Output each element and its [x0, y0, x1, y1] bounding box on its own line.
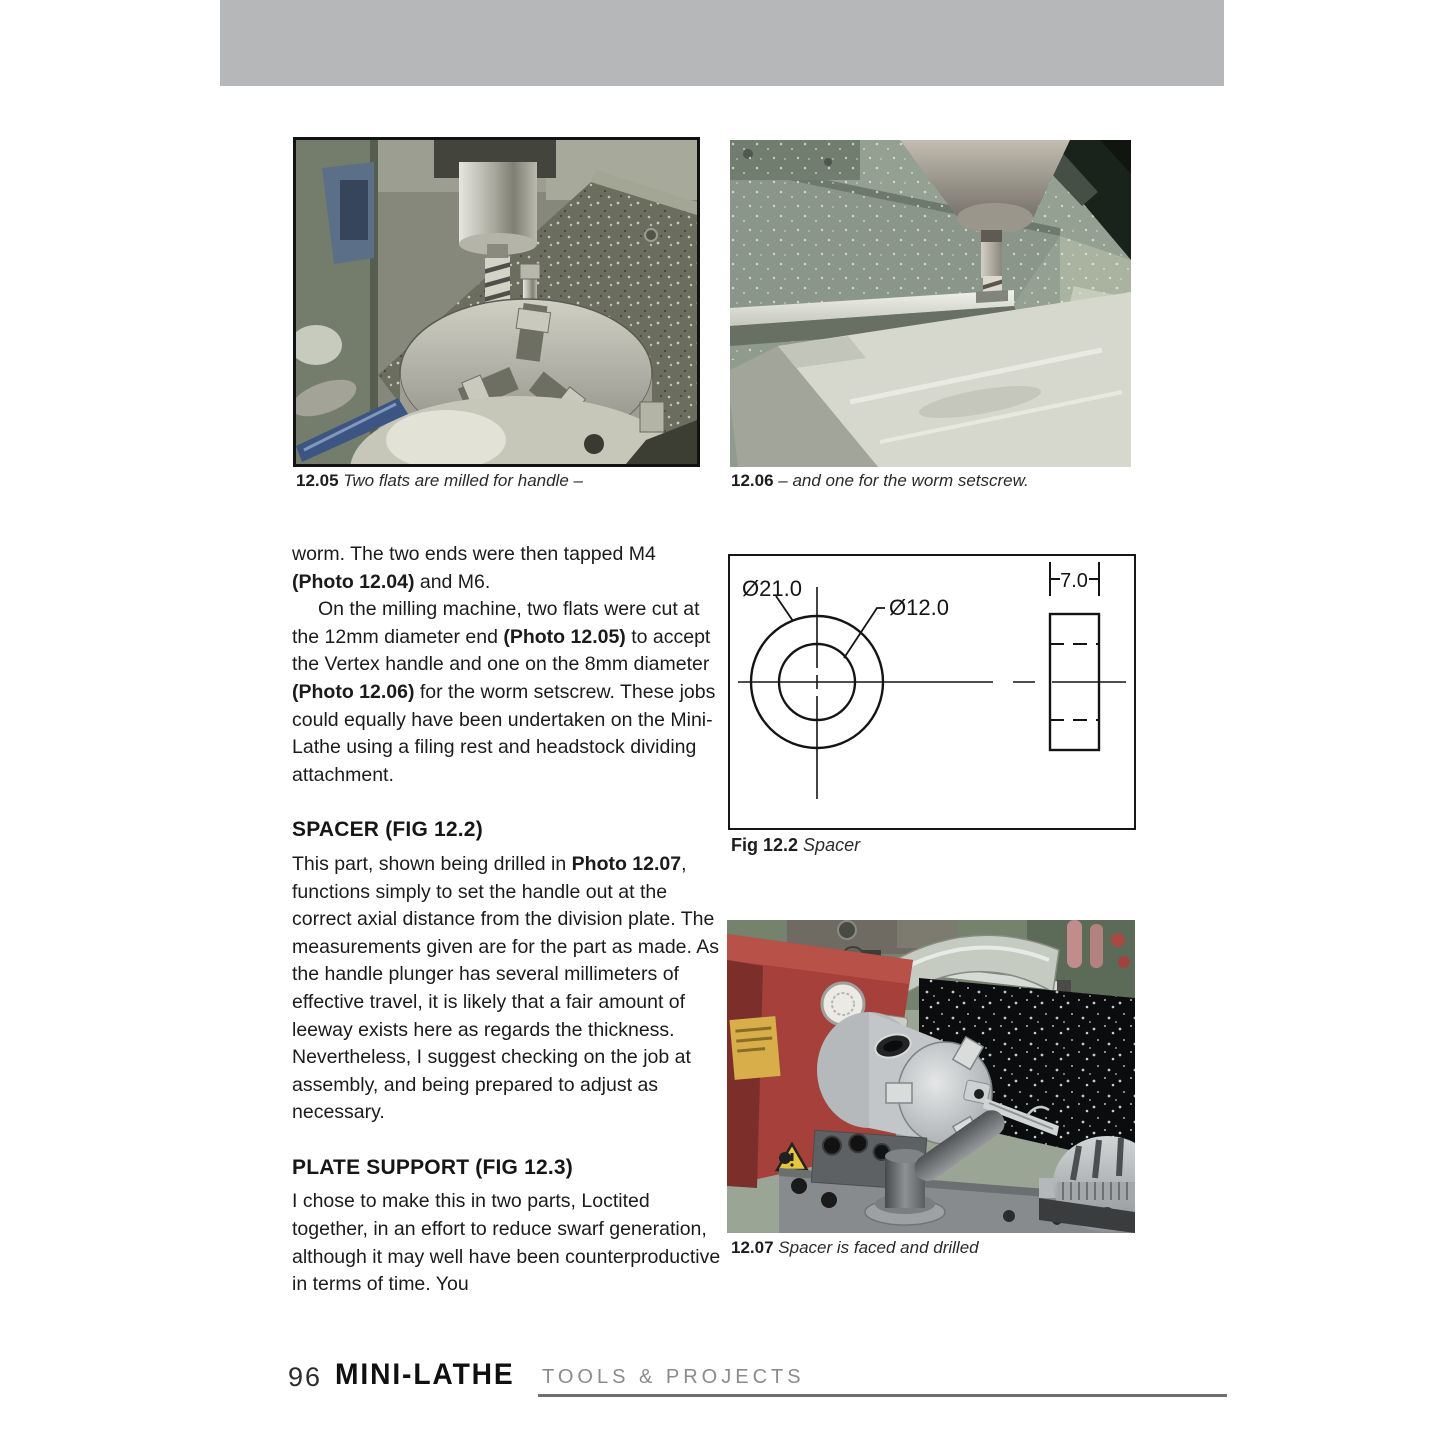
caption-number: Fig 12.2 [731, 835, 799, 855]
label-outer-diameter: Ø21.0 [742, 576, 802, 601]
caption-number: 12.07 [731, 1238, 774, 1257]
footer-rule [538, 1394, 1227, 1397]
photo-1206-illustration [730, 140, 1131, 467]
tailstock-drill-chuck [1039, 1136, 1135, 1233]
paragraph-milling-flats: On the milling machine, two flats were cut at the 12mm diameter end (Photo 12.05) to accept the Vertex handle and one on the 8mm diameter (Photo 12.06) for the worm setscrew. These jobs could equally have been undertaken on the Mini-Lathe using a filing rest and headstock dividing attachment. [292, 598, 716, 786]
photo-spacer-drilling-lathe [727, 920, 1135, 1233]
photo-1207-illustration [727, 920, 1135, 1233]
page-number: 96 [288, 1362, 323, 1392]
book-title: MINI-LATHE [335, 1358, 515, 1391]
label-thickness: 7.0 [1060, 570, 1088, 592]
spacer-engineering-drawing [730, 556, 1134, 828]
article-text-column [292, 541, 722, 1299]
caption-text: Spacer is faced and drilled [778, 1238, 979, 1257]
caption-photo-1205 [296, 470, 583, 491]
caption-figure-12-2 [731, 835, 860, 856]
heading-spacer: SPACER (FIG 12.2) [292, 818, 483, 842]
caption-number: 12.05 [296, 471, 339, 490]
paragraph-plate-support: I chose to make this in two parts, Loctited together, in an effort to reduce swarf generation, although it may well have been counterproductive in terms of time. You [292, 1190, 721, 1296]
paragraph-spacer: This part, shown being drilled in Photo 12.07, functions simply to set the handle out at the correct axial distance from the division plate. The measurements given are for the part as made. As the handle plunger has several millimeters of effective travel, it is likely that a fair amount of leeway exists here as regards the thickness. Nevertheless, I suggest checking on the job at assembly, and being prepared to adjust as necessary. [292, 852, 720, 1124]
heading-plate-support: PLATE SUPPORT (FIG 12.3) [292, 1155, 573, 1179]
caption-text: Spacer [803, 835, 861, 855]
label-inner-diameter: Ø12.0 [889, 595, 949, 620]
caption-photo-1206 [731, 470, 1029, 491]
caption-photo-1207 [731, 1237, 979, 1258]
paragraph-tapping: worm. The two ends were then tapped M4 (Photo 12.04) and M6. [292, 543, 656, 593]
caption-number: 12.06 [731, 471, 774, 490]
page-header-bar [220, 0, 1224, 86]
caption-text: Two flats are milled for handle – [343, 471, 583, 490]
photo-milling-flats-rotary-table [293, 137, 700, 467]
photo-milling-setscrew-flat [730, 140, 1131, 467]
leader-inner-diameter [844, 608, 885, 658]
figure-12-2-spacer-drawing [728, 554, 1136, 830]
caption-text: – and one for the worm setscrew. [778, 471, 1029, 490]
book-subtitle: TOOLS & PROJECTS [542, 1366, 805, 1388]
photo-1205-illustration [296, 140, 697, 464]
spec-label [729, 1016, 780, 1080]
